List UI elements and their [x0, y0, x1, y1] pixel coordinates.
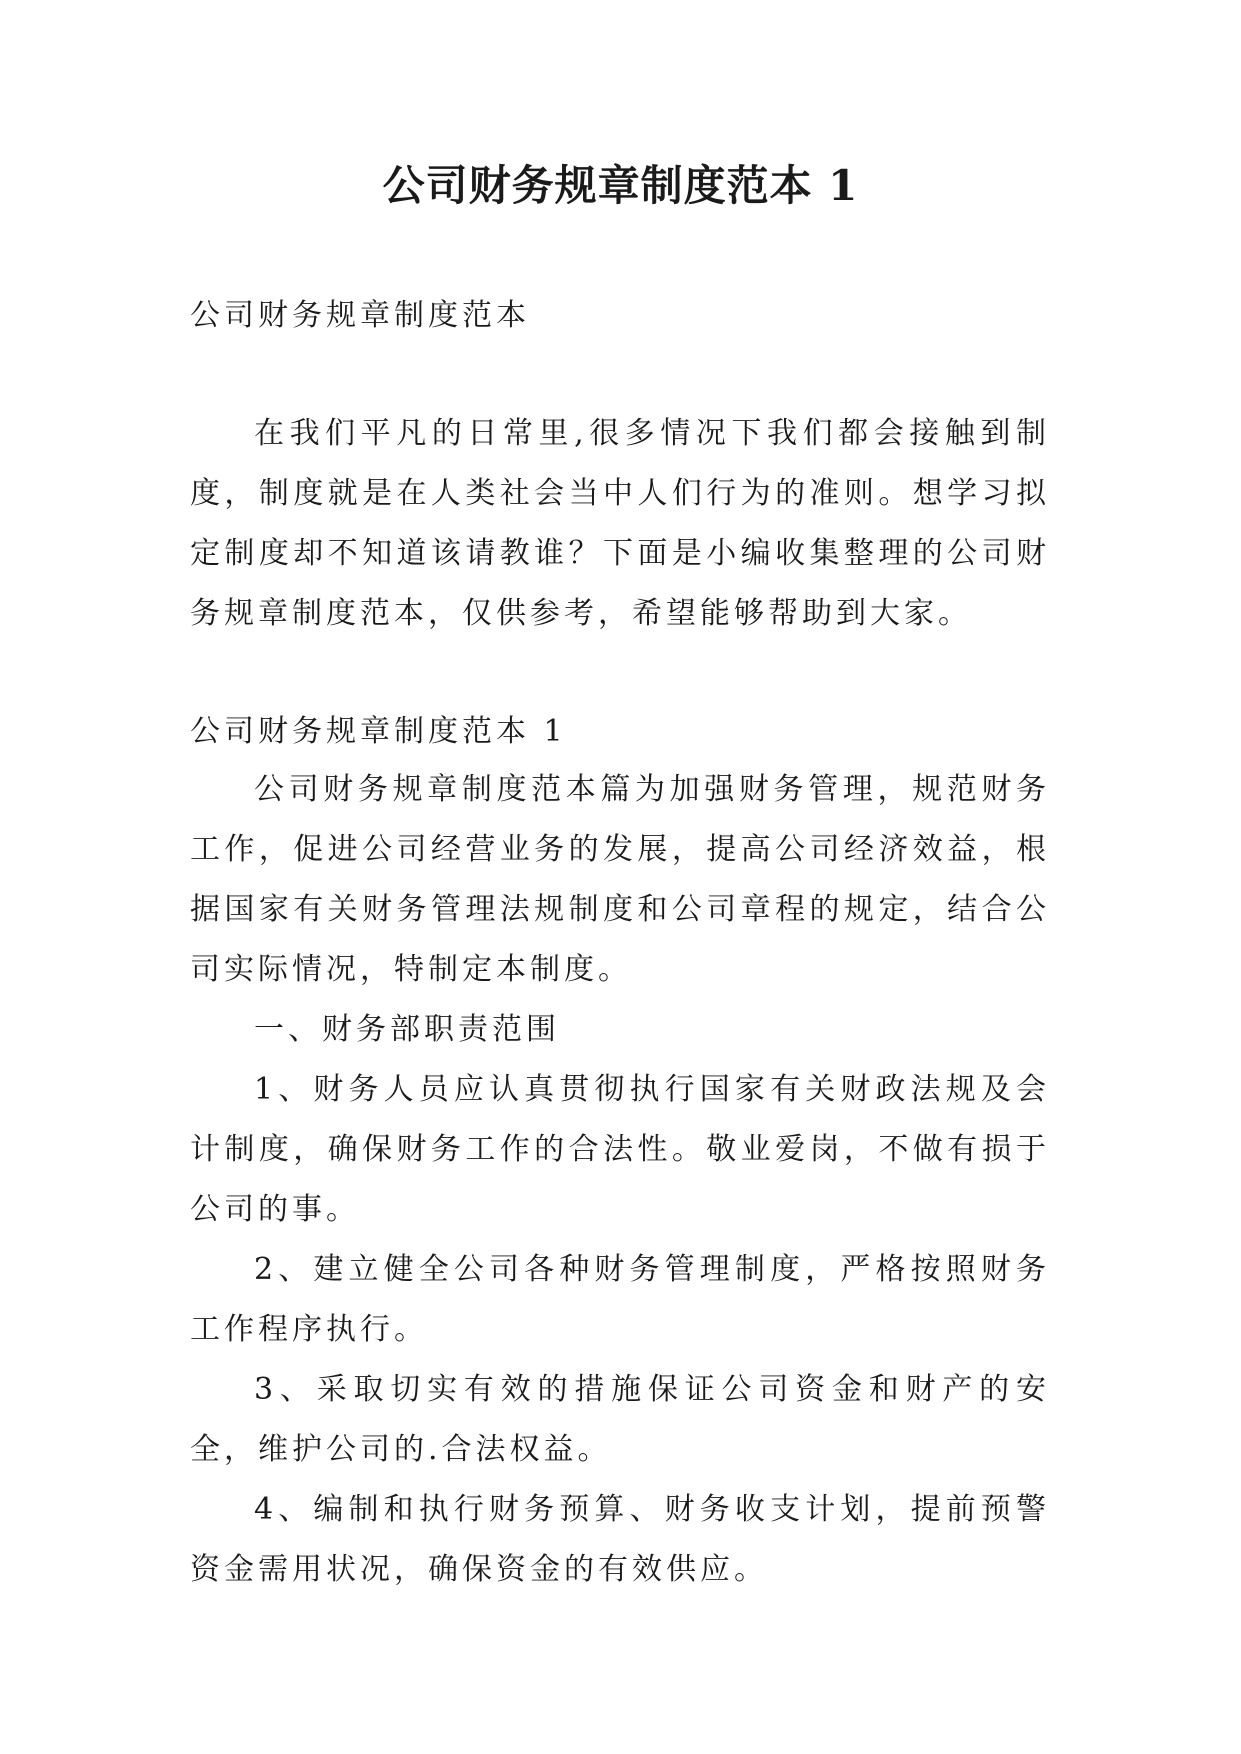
paragraph-item-2: 2、建立健全公司各种财务管理制度，严格按照财务工作程序执行。	[190, 1252, 1050, 1347]
section-body	[190, 760, 1050, 1600]
intro-paragraph: 在我们平凡的日常里,很多情况下我们都会接触到制度，制度就是在人类社会当中人们行为的准则。想学习拟定制度却不知道该请教谁？下面是小编收集整理的公司财务规章制度范本，仅供参考，希望能够帮助到大家。	[190, 416, 1050, 631]
paragraph-preamble: 公司财务规章制度范本篇为加强财务管理，规范财务工作，促进公司经营业务的发展，提高公司经济效益，根据国家有关财务管理法规制度和公司章程的规定，结合公司实际情况，特制定本制度。	[190, 772, 1050, 987]
section-title: 公司财务规章制度范本 1	[190, 714, 567, 749]
document-title: 公司财务规章制度范本 1	[382, 161, 859, 210]
paragraph-heading-duties: 一、财务部职责范围	[254, 1012, 560, 1047]
paragraph-item-1: 1、财务人员应认真贯彻执行国家有关财政法规及会计制度，确保财务工作的合法性。敬业爱岗，不做有损于公司的事。	[190, 1072, 1050, 1227]
paragraph-item-3: 3、采取切实有效的措施保证公司资金和财产的安全，维护公司的.合法权益。	[190, 1372, 1050, 1467]
document-subtitle: 公司财务规章制度范本	[190, 298, 530, 333]
paragraph-item-4: 4、编制和执行财务预算、财务收支计划，提前预警资金需用状况，确保资金的有效供应。	[190, 1492, 1050, 1587]
